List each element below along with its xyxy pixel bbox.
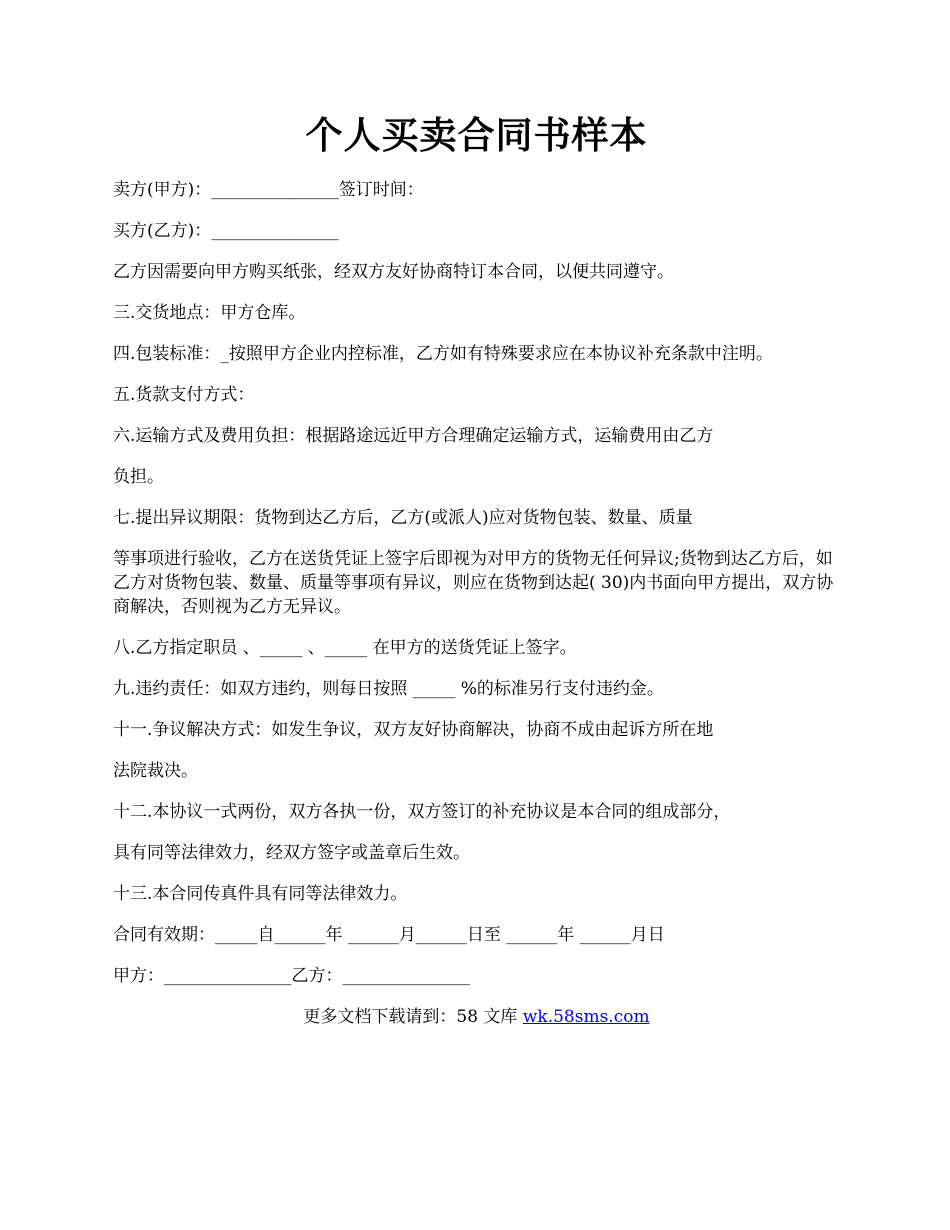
contract-validity-period: 合同有效期：_____自______年 ______月______日至 ______年 ______月日 bbox=[113, 925, 665, 945]
footer bbox=[113, 1005, 840, 1029]
seller-line: 卖方(甲方)：_______________签订时间： bbox=[113, 180, 424, 200]
clause-transport: 六.运输方式及费用负担：根据路途远近甲方合理确定运输方式，运输费用由乙方 bbox=[113, 426, 714, 446]
clause-dispute-resolution: 十一.争议解决方式：如发生争议，双方友好协商解决，协商不成由起诉方所在地 bbox=[113, 720, 714, 740]
footer-link[interactable]: wk.58sms.com bbox=[522, 1007, 650, 1027]
clause-objection-period: 七.提出异议期限：货物到达乙方后，乙方(或派人)应对货物包装、数量、质量 bbox=[113, 508, 693, 528]
clause-copies: 十二.本协议一式两份，双方各执一份，双方签订的补充协议是本合同的组成部分， bbox=[113, 802, 731, 822]
clause-packaging-standard: 四.包装标准：_按照甲方企业内控标准，乙方如有特殊要求应在本协议补充条款中注明。 bbox=[113, 344, 773, 364]
signature-line: 甲方：_______________乙方：_______________ bbox=[113, 966, 470, 986]
clause-transport-continued: 负担。 bbox=[113, 467, 164, 487]
clause-objection-details: 等事项进行验收，乙方在送货凭证上签字后即视为对甲方的货物无任何异议;货物到达乙方后，如乙方对货物包装、数量、质量等事项有异议，则应在货物到达起( 30)内书面向甲方提出，双方协商解决，否则视为乙方无异议。 bbox=[113, 549, 834, 617]
buyer-line: 买方(乙方)：_______________ bbox=[113, 221, 339, 241]
footer-text: 更多文档下载请到：58 文库 bbox=[303, 1007, 523, 1027]
document-title: 个人买卖合同书样本 bbox=[305, 113, 648, 157]
clause-payment-method: 五.货款支付方式： bbox=[113, 385, 255, 405]
clause-delivery-location: 三.交货地点：甲方仓库。 bbox=[113, 303, 306, 323]
intro-paragraph: 乙方因需要向甲方购买纸张，经双方友好协商特订本合同，以便共同遵守。 bbox=[113, 262, 674, 282]
clause-designated-staff: 八.乙方指定职员 、_____ 、_____ 在甲方的送货凭证上签字。 bbox=[113, 638, 577, 658]
clause-breach-liability: 九.违约责任：如双方违约，则每日按照 _____ %的标准另行支付违约金。 bbox=[113, 679, 664, 699]
clause-copies-continued: 具有同等法律效力，经双方签字或盖章后生效。 bbox=[113, 843, 470, 863]
clause-fax-validity: 十三.本合同传真件具有同等法律效力。 bbox=[113, 884, 408, 904]
clause-dispute-resolution-continued: 法院裁决。 bbox=[113, 761, 198, 781]
